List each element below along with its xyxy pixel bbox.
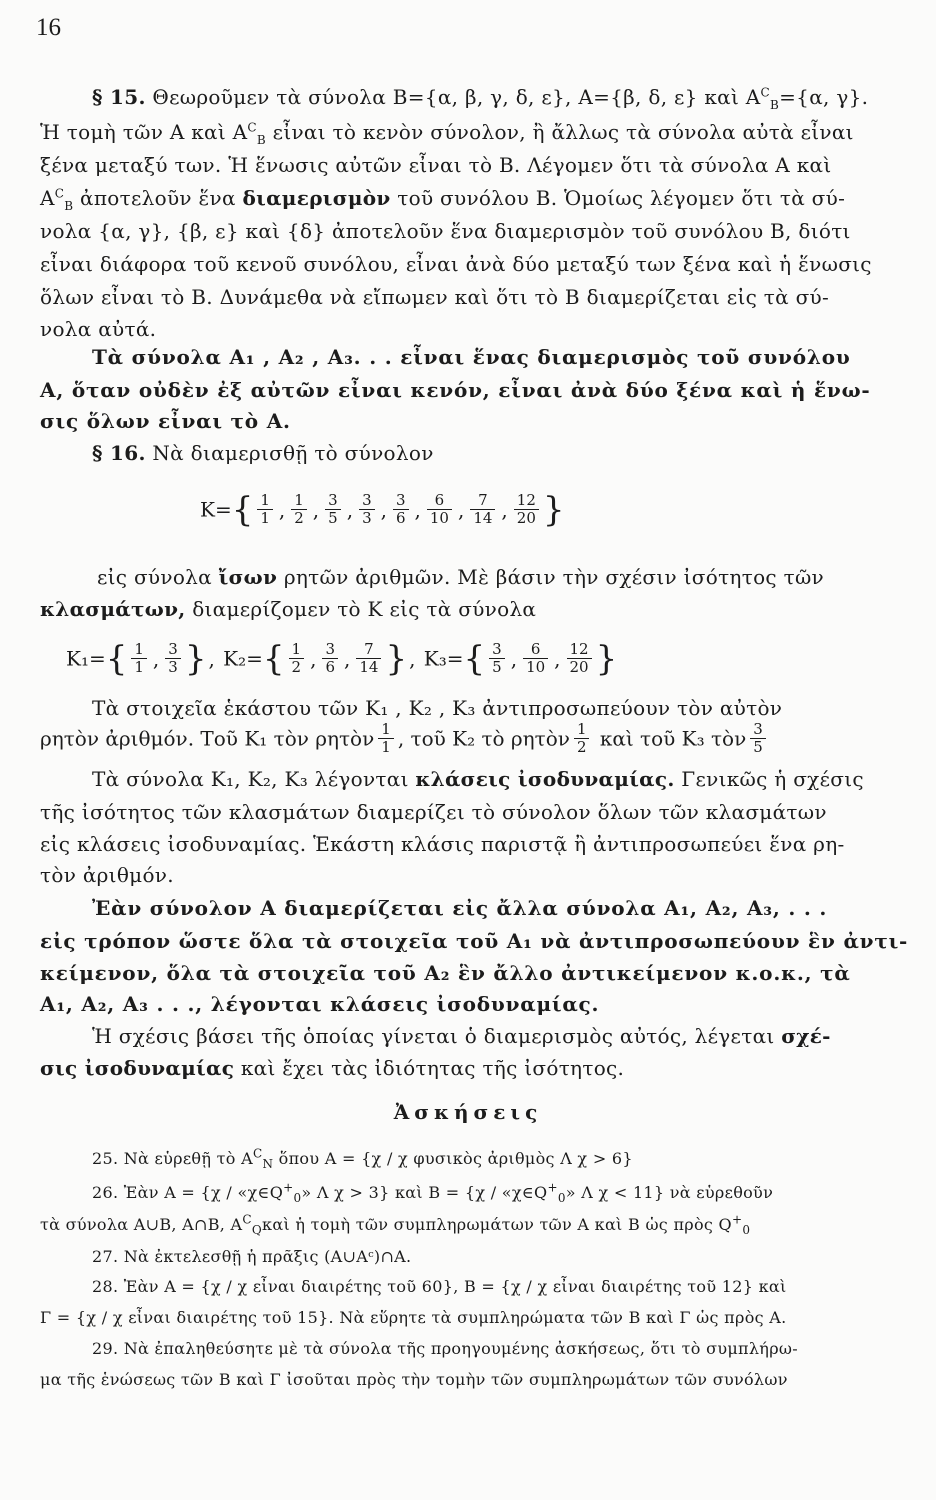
definition-partition-line-3: σις ὅλων εἶναι τὸ Α. <box>40 409 291 433</box>
definition-classes-line-3: κείμενον, ὅλα τὰ στοιχεῖα τοῦ Α₂ ἓν ἄλλο ἀντικείμενον κ.ο.κ., τὰ <box>40 961 851 985</box>
fraction-1-2: $\frac{1}{2}$ <box>574 721 590 756</box>
section-16-number: § 16. <box>92 441 146 465</box>
sec15-line-6: εἶναι διάφορα τοῦ κενοῦ συνόλου, εἶναι ἀνὰ δύο μεταξύ των ξένα καὶ ἡ ἕνωσις <box>40 252 872 276</box>
exercises-heading: Ἀσκήσεις <box>393 1100 543 1124</box>
K2-fraction-2: $\frac{3}{6}$ <box>322 641 338 676</box>
K-fraction-2: $\frac{1}{2}$ <box>291 492 307 527</box>
sec16-line-5: ρητὸν ἀριθμόν. Τοῦ Κ₁ τὸν ρητὸν $\frac{1}{1}$ , τοῦ Κ₂ τὸ ρητὸν $\frac{1}{2}$ καὶ τοῦ Κ₃ τὸν $\frac{3}{5}$ <box>40 717 770 759</box>
sec16-line-1: § 16. Νὰ διαμερισθῇ τὸ σύνολον <box>92 441 434 465</box>
K-fraction-7: $\frac{7}{14}$ <box>470 492 495 527</box>
sec16-line-9: τὸν ἀριθμόν. <box>40 863 174 887</box>
set-K-formula: Κ={ $\frac{1}{1}$ , $\frac{1}{2}$ , $\frac{3}{5}$ , $\frac{3}{3}$ , $\frac{3}{6}$ , $\frac{6}{10}$ , $\frac{7}{14}$ , $\frac{12}{20}$ } <box>200 489 565 530</box>
exercise-29-line-1: 29. Νὰ ἐπαληθεύσητε μὲ τὰ σύνολα τῆς προηγουμένης ἀσκήσεως, ὅτι τὸ συμπλήρω- <box>92 1339 798 1358</box>
sec15-line-2: Ἡ τομὴ τῶν Α καὶ $A^C_B$ εἶναι τὸ κενὸν σύνολον, ἢ ἄλλως τὰ σύνολα αὐτὰ εἶναι <box>40 120 854 147</box>
definition-partition-line-2: Α, ὅταν οὐδὲν ἐξ αὐτῶν εἶναι κενόν, εἶναι ἀνὰ δύο ξένα καὶ ἡ ἕνω- <box>40 378 871 402</box>
set-K-fractions: $\frac{1}{1}$ , $\frac{1}{2}$ , $\frac{3}{5}$ , $\frac{3}{3}$ , $\frac{3}{6}$ , $\frac{6}{10}$ , $\frac{7}{14}$ , $\frac{12}{20}$ <box>253 496 543 520</box>
K1-fraction-1: $\frac{1}{1}$ <box>131 641 147 676</box>
sec15-line-4: $A^C_B$ ἀποτελοῦν ἕνα διαμερισμὸν τοῦ συνόλου Β. Ὁμοίως λέγομεν ὅτι τὰ σύ- <box>40 186 846 213</box>
definition-classes-line-2: εἰς τρόπον ὥστε ὅλα τὰ στοιχεῖα τοῦ Α₁ νὰ ἀντιπροσωπεύουν ἓν ἀντι- <box>40 929 909 953</box>
exercise-28-line-1: 28. Ἐὰν Α = {χ / χ εἶναι διαιρέτης τοῦ 60}, Β = {χ / χ εἶναι διαιρέτης τοῦ 12} καὶ <box>92 1277 787 1296</box>
definition-classes-line-4: Α₁, Α₂, Α₃ . . ., λέγονται κλάσεις ἰσοδυναμίας. <box>40 992 600 1016</box>
K-fraction-6: $\frac{6}{10}$ <box>427 492 452 527</box>
K-fraction-5: $\frac{3}{6}$ <box>393 492 409 527</box>
sec15-line-7: ὅλων εἶναι τὸ Β. Δυνάμεθα νὰ εἴπωμεν καὶ ὅτι τὸ Β διαμερίζεται εἰς τὰ σύ- <box>40 285 830 309</box>
K3-fraction-1: $\frac{3}{5}$ <box>489 641 505 676</box>
section-15-number: § 15. <box>92 85 146 109</box>
page-number: 16 <box>36 14 61 41</box>
definition-classes-line-6: σις ἰσοδυναμίας καὶ ἔχει τὰς ἰδιότητας τῆς ἰσότητος. <box>40 1056 625 1080</box>
sec16-line-2: εἰς σύνολα ἴσων ρητῶν ἀριθμῶν. Μὲ βάσιν τὴν σχέσιν ἰσότητος τῶν <box>97 565 825 589</box>
K-fraction-8: $\frac{12}{20}$ <box>514 492 539 527</box>
exercise-29-line-2: μα τῆς ἑνώσεως τῶν Β καὶ Γ ἰσοῦται πρὸς τὴν τομὴν τῶν συμπληρωμάτων τῶν συνόλων <box>40 1370 788 1389</box>
exercise-25: 25. Νὰ εὑρεθῇ τὸ $A^C_N$ ὅπου Α = {χ / χ φυσικὸς ἀριθμὸς Λ χ > 6} <box>92 1146 633 1172</box>
exercise-28-line-2: Γ = {χ / χ εἶναι διαιρέτης τοῦ 15}. Νὰ εὕρητε τὰ συμπληρώματα τῶν Β καὶ Γ ὡς πρὸς Α. <box>40 1308 787 1327</box>
definition-classes-line-1: Ἐὰν σύνολον Α διαμερίζεται εἰς ἄλλα σύνολα Α₁, Α₂, Α₃, . . . <box>92 896 828 920</box>
set-K1-fractions: $\frac{1}{1}$ , $\frac{3}{3}$ <box>127 645 184 669</box>
sec15-line-3: ξένα μεταξύ των. Ἡ ἕνωσις αὐτῶν εἶναι τὸ Β. Λέγομεν ὅτι τὰ σύνολα Α καὶ <box>40 153 832 177</box>
exercise-26-line-2: τὰ σύνολα Α∪Β, Α∩Β, $A^C_Q\kappa\alpha ὶ$ ἡ τομὴ τῶν συμπληρωμάτων τῶν Α καὶ Β ὡς πρὸς $Q^+_0$ <box>40 1212 751 1238</box>
K2-fraction-1: $\frac{1}{2}$ <box>289 641 305 676</box>
fraction-3-5: $\frac{3}{5}$ <box>750 721 766 756</box>
sec16-line-6: Τὰ σύνολα Κ₁, Κ₂, Κ₃ λέγονται κλάσεις ἰσοδυναμίας. Γενικῶς ἡ σχέσις <box>92 767 864 791</box>
K2-fraction-3: $\frac{7}{14}$ <box>356 641 381 676</box>
sec16-line-4: Τὰ στοιχεῖα ἑκάστου τῶν Κ₁ , Κ₂ , Κ₃ ἀντιπροσωπεύουν τὸν αὐτὸν <box>92 696 783 720</box>
exercise-27: 27. Νὰ ἐκτελεσθῇ ἡ πρᾶξις (Α∪Αᶜ)∩Α. <box>92 1247 412 1266</box>
definition-classes-line-5: Ἡ σχέσις βάσει τῆς ὁποίας γίνεται ὁ διαμερισμὸς αὐτός, λέγεται σχέ- <box>92 1024 831 1048</box>
sec16-line-8: εἰς κλάσεις ἰσοδυναμίας. Ἑκάστη κλάσις παριστᾷ ἢ ἀντιπροσωπεύει ἕνα ρη- <box>40 832 845 856</box>
sec15-line-1: § 15. Θεωροῦμεν τὰ σύνολα Β={α, β, γ, δ, ε}, Α={β, δ, ε} καὶ $A^C_B=\{\alpha$, γ}. <box>92 85 869 112</box>
K1-fraction-2: $\frac{3}{3}$ <box>165 641 181 676</box>
sets-K1-K2-K3-formula: Κ₁={ $\frac{1}{1}$ , $\frac{3}{3}$ } , Κ₂={ $\frac{1}{2}$ , $\frac{3}{6}$ , $\frac{7}{14}$ } , Κ₃={ $\frac{3}{5}$ , $\frac{6}{10}$ , $\frac{12}{20}$ } <box>66 638 618 679</box>
exercise-26-line-1: 26. Ἐὰν $A = \{\chi / «\chi\in Q^+_0$» Λ χ > 3} καὶ $B = \{\chi / «\chi\in Q^+_0$» Λ χ < 11} νὰ εὑρεθοῦν <box>92 1180 774 1206</box>
definition-partition-line-1: Τὰ σύνολα Α₁ , Α₂ , Α₃. . . εἶναι ἕνας διαμερισμὸς τοῦ συνόλου <box>92 345 851 369</box>
sec16-line-7: τῆς ἰσότητος τῶν κλασμάτων διαμερίζει τὸ σύνολον ὅλων τῶν κλασμάτων <box>40 800 827 824</box>
K-fraction-1: $\frac{1}{1}$ <box>257 492 273 527</box>
set-K2-fractions: $\frac{1}{2}$ , $\frac{3}{6}$ , $\frac{7}{14}$ <box>285 645 386 669</box>
K3-fraction-2: $\frac{6}{10}$ <box>523 641 548 676</box>
K-fraction-3: $\frac{3}{5}$ <box>325 492 341 527</box>
fraction-1-1: $\frac{1}{1}$ <box>378 721 394 756</box>
K-fraction-4: $\frac{3}{3}$ <box>359 492 375 527</box>
K3-fraction-3: $\frac{12}{20}$ <box>567 641 592 676</box>
set-K3-fractions: $\frac{3}{5}$ , $\frac{6}{10}$ , $\frac{12}{20}$ <box>485 645 595 669</box>
sec16-line-3: κλασμάτων, διαμερίζομεν τὸ Κ εἰς τὰ σύνολα <box>40 597 537 621</box>
sec15-line-5: νολα {α, γ}, {β, ε} καὶ {δ} ἀποτελοῦν ἕνα διαμερισμὸν τοῦ συνόλου Β, διότι <box>40 219 851 243</box>
sec15-line-8: νολα αὐτά. <box>40 317 157 341</box>
